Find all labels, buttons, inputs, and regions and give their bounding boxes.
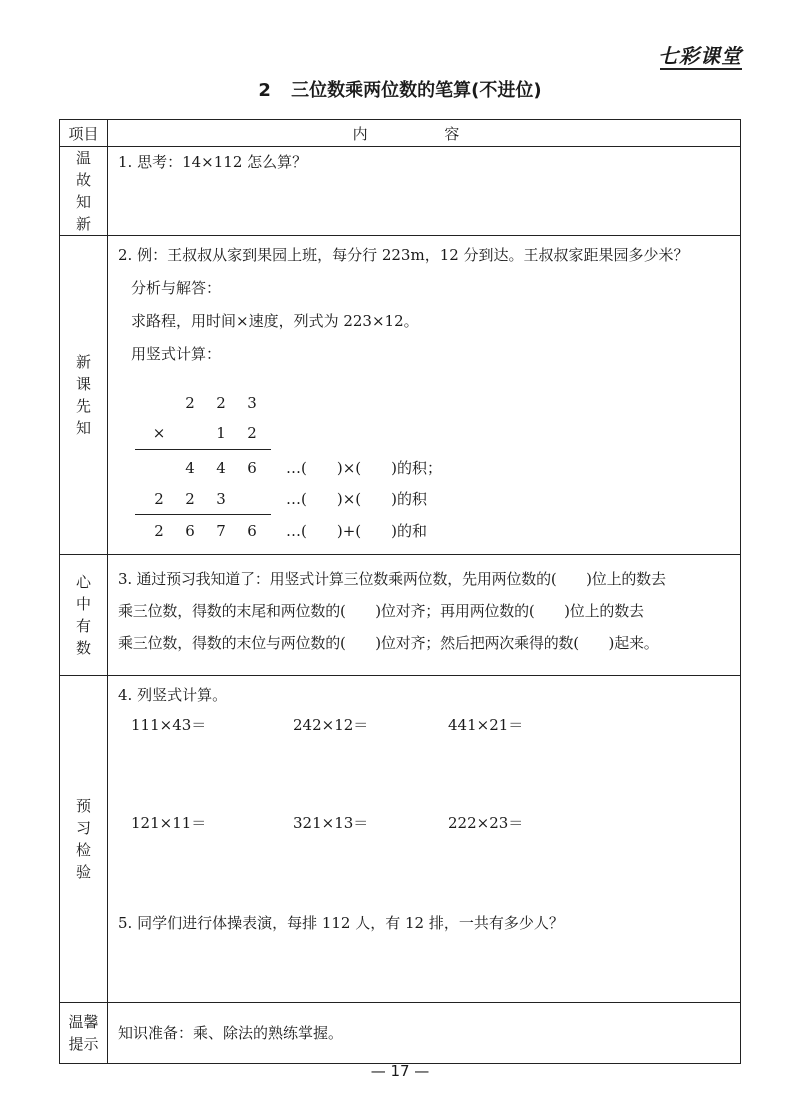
fill-blanks-block: [108, 555, 740, 659]
section-review: [60, 147, 741, 236]
exercise-item: 111×43＝: [131, 716, 207, 734]
example-block: [108, 236, 740, 553]
question-2: 2. 例：王叔叔从家到果园上班，每分行 223m，12 分到达。王叔叔家距果园多少米？: [118, 246, 689, 264]
section-check: [60, 676, 741, 1003]
exercise-item: 222×23＝: [448, 814, 524, 832]
digit: 2: [216, 394, 226, 412]
label-text: 预习检验: [75, 797, 91, 881]
label-text: 心中有数: [75, 573, 91, 657]
table-header-row: [60, 120, 741, 147]
label-text: 新课先知: [75, 353, 91, 437]
digit: 6: [185, 522, 195, 540]
digit: 4: [216, 459, 226, 477]
section-label-review: [60, 147, 108, 236]
path-formula: 求路程，用时间×速度，列式为 223×12。: [131, 312, 419, 330]
vertical-heading: 用竖式计算：: [131, 345, 222, 363]
section-mind: [60, 555, 741, 676]
section-content-tips: [108, 1003, 741, 1064]
section-content-mind: [108, 555, 741, 676]
section-new: [60, 236, 741, 555]
digit: 6: [247, 459, 257, 477]
header-item: [60, 120, 108, 147]
header-content: [108, 120, 741, 147]
tips-text: 知识准备：乘、除法的熟练掌握。: [118, 1024, 344, 1042]
digit: 3: [216, 490, 226, 508]
digit: 4: [185, 459, 195, 477]
calc-line: [135, 449, 271, 450]
brand-divider: [660, 68, 742, 70]
vertical-calculation: [118, 383, 730, 553]
digit: 2: [185, 490, 195, 508]
digit: 2: [154, 490, 164, 508]
exercise-item: 242×12＝: [293, 716, 369, 734]
mind-line-3: 乘三位数，得数的末位与两位数的( )位对齐；然后把两次乘得的数( )起来。: [118, 634, 659, 652]
mind-line-1: 3. 通过预习我知道了：用竖式计算三位数乘两位数，先用两位数的( )位上的数去: [118, 570, 666, 588]
lesson-title: 三位数乘两位数的笔算(不进位): [291, 80, 542, 101]
note-2: …( )×( )的积: [286, 490, 427, 508]
label-text: 温故知新: [75, 149, 91, 233]
analysis-heading: 分析与解答：: [131, 279, 222, 297]
digit: 3: [247, 394, 257, 412]
header-item-label: 项目: [68, 124, 99, 143]
section-label-tips: [60, 1003, 108, 1064]
lesson-table: [59, 119, 741, 1064]
section-tips: [60, 1003, 741, 1064]
note-3: …( )+( )的和: [286, 522, 427, 540]
section-label-check: [60, 676, 108, 1003]
exercise-grid: [118, 710, 730, 900]
exercise-item: 121×11＝: [131, 814, 207, 832]
section-content-review: [108, 147, 741, 236]
practice-block: [108, 676, 740, 938]
brand-logo: 七彩课堂: [658, 44, 742, 68]
times-sign: ×: [152, 424, 166, 442]
digit: 2: [247, 424, 257, 442]
section-label-new: [60, 236, 108, 555]
page-number: — 17 —: [370, 1062, 430, 1080]
question-1: 1. 思考：14×112 怎么算？: [118, 153, 308, 171]
digit: 2: [185, 394, 195, 412]
section-label-mind: [60, 555, 108, 676]
calc-line: [135, 514, 271, 515]
digit: 7: [216, 522, 226, 540]
exercise-item: 441×21＝: [448, 716, 524, 734]
exercise-item: 321×13＝: [293, 814, 369, 832]
label-text: 温馨提示: [68, 1013, 99, 1053]
question-5: 5. 同学们进行体操表演，每排 112 人，有 12 排，一共有多少人？: [118, 914, 564, 932]
mind-line-2: 乘三位数，得数的末尾和两位数的( )位对齐；再用两位数的( )位上的数去: [118, 602, 644, 620]
section-content-check: [108, 676, 741, 1003]
digit: 1: [216, 424, 226, 442]
question-4: 4. 列竖式计算。: [118, 686, 228, 704]
page-title: [0, 76, 800, 102]
lesson-number: 2: [258, 80, 271, 101]
note-1: …( )×( )的积；: [286, 459, 442, 477]
digit: 2: [154, 522, 164, 540]
header-content-label: 内 容: [352, 124, 496, 143]
section-content-new: [108, 236, 741, 555]
digit: 6: [247, 522, 257, 540]
